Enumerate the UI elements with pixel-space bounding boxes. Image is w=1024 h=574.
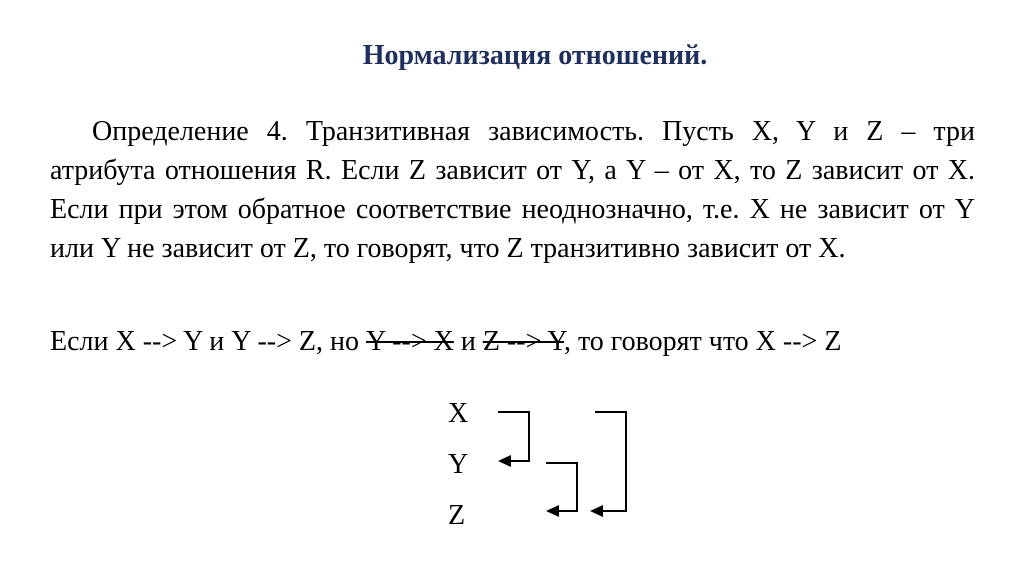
- rule-suffix: , то говорят что X --> Z: [563, 326, 842, 357]
- struck-dependency-y-x: Y --> X: [365, 326, 454, 357]
- arrowhead-z-from-y: [546, 505, 559, 517]
- arrowhead-y: [498, 455, 511, 467]
- arrowhead-z-from-x: [590, 505, 603, 517]
- attribute-y-label: Y: [448, 449, 469, 480]
- struck-dependency-z-y: Z --> Y: [482, 326, 564, 357]
- arrow-x-to-z: [595, 412, 626, 511]
- rule-statement: [50, 322, 975, 361]
- rule-middle: и: [453, 326, 483, 357]
- rule-prefix: Если X --> Y и Y --> Z, но: [50, 326, 366, 357]
- arrow-y-to-z: [546, 463, 577, 511]
- attribute-x-label: X: [448, 398, 469, 429]
- arrow-x-to-y: [498, 412, 529, 461]
- definition-paragraph: Определение 4. Транзитивная зависимость. Пусть X, Y и Z – три атрибута отношения R. Если Z зависит от Y, а Y – от X, то Z зависит от X. Если при этом обратное соответствие неоднозначно, т.е. X не зависит от Y или Y не зависит от Z, то говорят, что Z транзитивно зависит от X.: [50, 116, 975, 264]
- slide-title: Нормализация отношений.: [362, 40, 708, 71]
- attribute-z-label: Z: [448, 500, 466, 531]
